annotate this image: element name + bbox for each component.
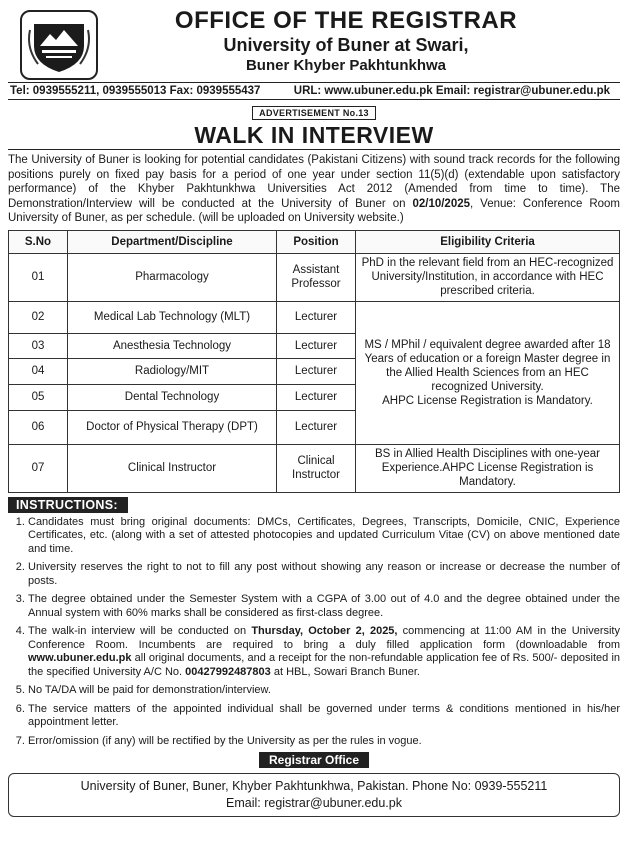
row-department: Medical Lab Technology (MLT) xyxy=(68,301,277,333)
university-crest-icon xyxy=(26,16,92,74)
row-department: Radiology/MIT xyxy=(68,358,277,384)
table-row xyxy=(9,253,620,301)
row-sno: 05 xyxy=(9,384,68,410)
list-item: 3. The degree obtained under the Semester System with a CGPA of 3.00 out of 4.0 and the degree obtained under the Annual system with 60% marks shall be considered as first-class degree. xyxy=(28,593,620,620)
list-item xyxy=(28,625,620,679)
office-title: OFFICE OF THE REGISTRAR xyxy=(174,7,518,34)
contact-web-email: URL: www.ubuner.edu.pk Email: registrar@ubuner.edu.pk xyxy=(293,85,610,97)
list-item: 7. Error/omission (if any) will be rectified by the University as per the rules in vogue. xyxy=(28,735,620,749)
header-criteria: Eligibility Criteria xyxy=(356,230,620,253)
intro-paragraph xyxy=(8,153,620,226)
row-sno: 06 xyxy=(9,410,68,444)
account-number: 00427992487803 xyxy=(185,665,271,678)
header-department: Department/Discipline xyxy=(68,230,277,253)
row-department: Anesthesia Technology xyxy=(68,333,277,358)
row-position: Lecturer xyxy=(277,410,356,444)
row-sno: 03 xyxy=(9,333,68,358)
criteria-bs: BS in Allied Health Disciplines with one-year Experience.AHPC License Registration is Mandatory. xyxy=(356,444,620,492)
criteria-ms-text: MS / MPhil / equivalent degree awarded after 18 Years of education or a foreign Master degree in the Allied Health Sciences from an HEC recognized University. xyxy=(364,338,611,393)
title-block xyxy=(166,8,526,75)
row-department: Doctor of Physical Therapy (DPT) xyxy=(68,410,277,444)
list-item: 2. University reserves the right to not to fill any post without showing any reason or increase or decrease the number of posts. xyxy=(28,561,620,588)
criteria-phd: PhD in the relevant field from an HEC-recognized University/Institution, in accordance with HEC prescribed criteria. xyxy=(356,253,620,301)
instructions-heading: INSTRUCTIONS: xyxy=(8,497,128,513)
row-position: Lecturer xyxy=(277,384,356,410)
registrar-signature: Registrar Office xyxy=(259,752,369,768)
row-sno: 01 xyxy=(9,253,68,301)
advertisement-number: ADVERTISEMENT No.13 xyxy=(252,106,376,120)
list-item: 1. Candidates must bring original documents: DMCs, Certificates, Degrees, Transcripts, Domicile, CNIC, Experience Certificates, etc. (along with a set of attested photocopies and updated Curriculum Vitae (CV) on above mentioned date and time. xyxy=(28,516,620,557)
instructions-list xyxy=(8,516,620,749)
contact-phone: Tel: 0939555211, 0939555013 Fax: 0939555437 xyxy=(10,85,261,97)
header-sno: S.No xyxy=(9,230,68,253)
contact-bar xyxy=(8,82,620,100)
list-item: 6. The service matters of the appointed individual shall be governed under terms & conditions mentioned in his/her appointment letter. xyxy=(28,703,620,730)
row-position: Lecturer xyxy=(277,333,356,358)
intro-text: The University of Buner is looking for potential candidates (Pakistani Citizens) with sound track records for the following positions purely on fixed pay basis for a period of one year under section 11(5)(d) (extendable upon satisfactory performance) of the Khyber Pakhtunkhwa Universities Act 2012 (Amended from time to time). The Demonstration/Interview will be conducted at the University of Buner on xyxy=(8,154,620,210)
row-sno: 07 xyxy=(9,444,68,492)
instruction-text: The walk-in interview will be conducted on xyxy=(28,625,252,637)
interview-day: Thursday, October 2, 2025, xyxy=(251,625,398,637)
footer-address: University of Buner, Buner, Khyber Pakhtunkhwa, Pakistan. Phone No: 0939-555211 xyxy=(80,779,548,793)
header-position: Position xyxy=(277,230,356,253)
province-name: Buner Khyber Pakhtunkhwa xyxy=(245,57,447,74)
footer-email: Email: registrar@ubuner.edu.pk xyxy=(226,796,402,810)
table-row xyxy=(9,444,620,492)
interview-date: 02/10/2025 xyxy=(412,197,471,210)
row-sno: 04 xyxy=(9,358,68,384)
instruction-text: all original documents, and a receipt for the non-refundable application fee of Rs. 500/- deposited in the specified University A/C No. xyxy=(28,652,620,678)
criteria-ms-mphil xyxy=(356,301,620,444)
website-link[interactable]: www.ubuner.edu.pk xyxy=(28,652,132,664)
instruction-text: commencing at 11:00 AM in the University Conference Room. Incumbents are required to bring a duly filled application form (downloadable from xyxy=(28,625,620,651)
row-department: Pharmacology xyxy=(68,253,277,301)
footer-box xyxy=(8,773,620,817)
row-position: Lecturer xyxy=(277,358,356,384)
row-position: Assistant Professor xyxy=(277,253,356,301)
criteria-ahpc: AHPC License Registration is Mandatory. xyxy=(382,394,593,407)
intro-text-venue: , Venue: Conference Room University of Buner, as per schedule. (will be uploaded on University website.) xyxy=(8,197,621,224)
list-item: 5. No TA/DA will be paid for demonstration/interview. xyxy=(28,684,620,698)
instruction-text: at HBL, Sowari Branch Buner. xyxy=(270,665,420,678)
divider xyxy=(8,149,620,150)
row-department: Dental Technology xyxy=(68,384,277,410)
table-header-row xyxy=(9,230,620,253)
row-position: Lecturer xyxy=(277,301,356,333)
row-department: Clinical Instructor xyxy=(68,444,277,492)
letterhead xyxy=(8,6,620,76)
row-position: Clinical Instructor xyxy=(277,444,356,492)
university-logo xyxy=(20,10,98,80)
university-name: University of Buner at Swari, xyxy=(223,35,469,55)
table-row xyxy=(9,301,620,333)
row-sno: 02 xyxy=(9,301,68,333)
page-title: WALK IN INTERVIEW xyxy=(194,122,434,148)
positions-table xyxy=(8,230,620,493)
